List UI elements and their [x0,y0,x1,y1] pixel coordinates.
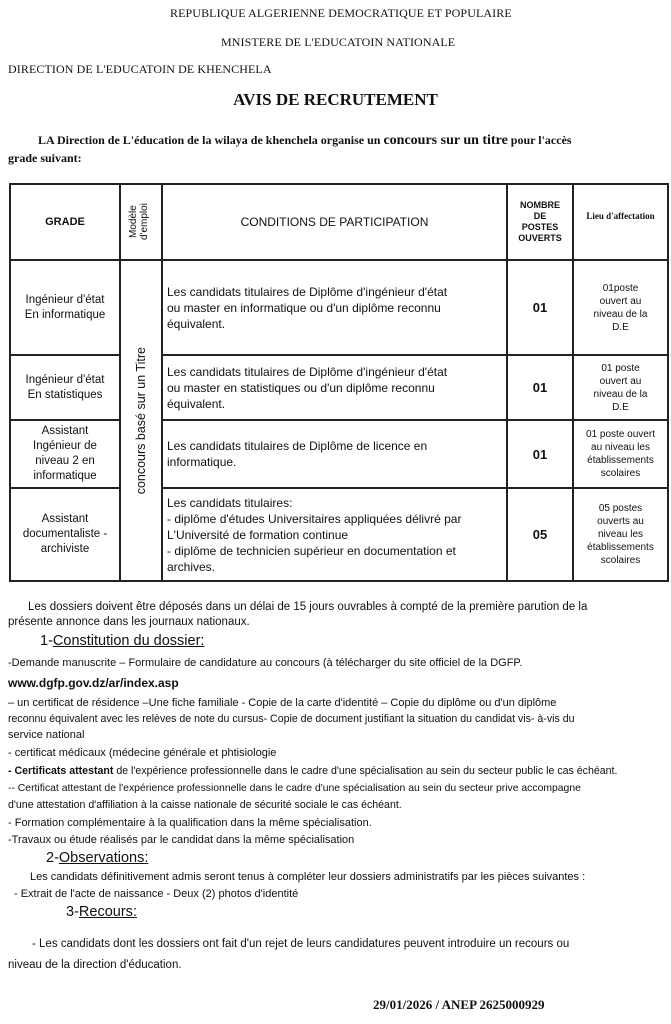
header-count-l1: NOMBRE [520,200,560,210]
condition-line: L'Université de formation continue [167,527,349,542]
grade-cell [10,420,120,488]
lieu-line: ouvert au [599,375,642,387]
header-count-l3: POSTES [521,222,559,232]
lieu-line: niveau de la [593,388,648,400]
lieu-cell [573,260,668,355]
section-title: Recours: [78,904,137,920]
grade-cell [10,260,120,355]
grade-line: Ingénieur d'état [25,373,105,386]
lieu-line: niveau les [597,529,644,540]
conditions-cell [162,355,507,420]
condition-line: informatique. [167,455,237,469]
condition-line: Les candidats titulaires de Diplôme de licence en [167,439,428,453]
conditions-cell [162,488,507,581]
dossier-item: service national [8,729,85,741]
count-cell: 01 [507,355,573,420]
header-conditions: CONDITIONS DE PARTICIPATION [162,184,507,260]
section-title: Observations: [58,850,149,866]
lieu-line: D.E [612,321,629,333]
dossier-item: - Formation complémentaire à la qualification dans la même spécialisation. [8,817,372,829]
table-row [10,260,668,355]
lieu-cell [573,488,668,581]
grade-line: Assistant [41,425,89,437]
grade-line: En statistiques [27,388,103,401]
dossier-item: -- Certificat attestant de l'expérience professionnelle dans le cadre d'une spécialisation au sein du secteur prive accompagne [8,783,581,794]
observations-line: - Extrait de l'acte de naissance - Deux (2) photos d'identité [14,888,299,900]
ministry-header: MNISTERE DE L'EDUCATOIN NATIONALE [221,35,456,49]
grade-line: informatique [33,470,97,482]
lieu-line: au niveau les [591,442,650,453]
dossier-item-rest: de l'expérience professionnelle dans le cadre d'une spécialisation au sein du secteur public le cas échéant. [113,765,618,777]
lieu-line: établissements [587,542,654,553]
lieu-line: ouvert au [599,295,642,307]
recours-line: niveau de la direction d'éducation. [8,959,182,971]
dossier-item: reconnu équivalent avec les relèves de note du cursus- Copie de document justifiant la situation du candidat vis- à-vis du [8,713,575,725]
observations-line: Les candidats définitivement admis seront tenus à compléter leur dossiers administratifs par les pièces suivantes : [30,871,586,883]
grade-line: Ingénieur d'état [25,293,105,306]
modele-value: concours basé sur un Titre [134,346,148,495]
lieu-cell [573,355,668,420]
republic-header: REPUBLIQUE ALGERIENNE DEMOCRATIQUE ET POPULAIRE [170,6,512,20]
section-observations-heading [46,850,148,866]
grade-cell [10,488,120,581]
deposit-line-2: présente annonce dans les journaux nationaux. [8,616,250,628]
dossier-item: – un certificat de résidence –Une fiche familiale - Copie de la carte d'identité – Copie du diplôme ou d'un diplôme [8,697,557,709]
condition-line: Les candidats titulaires: [167,495,293,510]
section-recours-heading [66,904,137,920]
lieu-line: scolaires [600,468,641,479]
conditions-cell [162,260,507,355]
grade-cell [10,355,120,420]
dossier-item-bold: - Certificats attestant [8,765,114,777]
header-count-l2: DE [533,211,547,221]
section-number: 1- [40,633,53,649]
intro-line-2: grade suivant: [8,151,82,165]
recours-line: - Les candidats dont les dossiers ont fait d'un rejet de leurs candidatures peuvent introduire un recours ou [32,938,570,950]
modele-cell [120,260,162,581]
grade-line: En informatique [24,308,106,321]
lieu-cell [573,420,668,488]
dossier-item: -Travaux ou étude réalisés par le candidat dans la même spécialisation [8,834,355,846]
grade-line: Assistant [41,513,89,525]
anep-reference: 29/01/2026 / ANEP 2625000929 [373,997,545,1012]
intro-part1: LA Direction de L'éducation de la wilaya de khenchela organise un [38,133,384,147]
header-grade: GRADE [10,184,120,260]
page-title: AVIS DE RECRUTEMENT [233,90,438,109]
lieu-line: ouverts au [597,516,644,527]
dgfp-link[interactable]: www.dgfp.gov.dz/ar/index.asp [8,676,179,690]
table-header-row [10,184,668,260]
table-row [10,355,668,420]
direction-header: DIRECTION DE L'EDUCATOIN DE KHENCHELA [8,62,272,76]
header-count-l4: OUVERTS [518,233,562,243]
lieu-line: 01 poste [601,362,640,374]
section-number: 3- [66,904,79,920]
intro-line [38,133,572,149]
deposit-line-1: Les dossiers doivent être déposés dans un délai de 15 jours ouvrables à compté de la première parution de la [28,601,588,613]
condition-line: équivalent. [167,396,226,411]
grade-line: niveau 2 en [35,455,95,467]
table-row [10,420,668,488]
lieu-line: 01poste [602,282,639,294]
lieu-line: D.E [612,401,629,413]
dossier-item: - certificat médicaux (médecine générale et phtisiologie [8,747,277,759]
count-cell: 05 [507,488,573,581]
condition-line: ou master en statistiques ou d'un diplôme reconnu [167,380,435,395]
lieu-line: scolaires [600,555,641,566]
condition-line: Les candidats titulaires de Diplôme d'ingénieur d'état [167,364,448,379]
header-modele [120,184,162,260]
header-modele-label: Modèle d'emploi [128,203,150,241]
recruitment-table [9,183,669,582]
count-cell: 01 [507,420,573,488]
lieu-line: niveau de la [593,308,648,320]
lieu-line: 01 poste ouvert [586,429,655,440]
grade-line: Ingénieur de [33,440,97,452]
intro-part3: pour l'accès [507,133,572,147]
grade-line: archiviste [40,543,90,555]
lieu-line: 05 postes [598,503,643,514]
table-row [10,488,668,581]
condition-line: Les candidats titulaires de Diplôme d'ingénieur d'état [167,284,448,299]
dossier-item: d'une attestation d'affiliation à la caisse nationale de sécurité sociale le cas échéant. [8,799,402,811]
header-lieu: Lieu d'affectation [573,184,668,260]
grade-line: documentaliste - [22,528,108,540]
condition-line: - diplôme d'études Universitaires appliquées délivré par [167,511,462,526]
header-count [507,184,573,260]
intro-highlight: concours sur un titre [383,133,508,148]
count-cell: 01 [507,260,573,355]
condition-line: équivalent. [167,316,226,331]
condition-line: ou master en informatique ou d'un diplôme reconnu [167,300,441,315]
condition-line: archives. [167,559,216,574]
dossier-item: -Demande manuscrite – Formulaire de candidature au concours (à télécharger du site officiel de la DGFP. [8,657,523,669]
lieu-line: établissements [587,455,654,466]
section-title: Constitution du dossier: [52,633,205,649]
conditions-cell [162,420,507,488]
condition-line: - diplôme de technicien supérieur en documentation et [167,543,456,558]
section-number: 2- [46,850,59,866]
dossier-item [8,765,617,777]
section-constitution-heading [40,633,204,649]
